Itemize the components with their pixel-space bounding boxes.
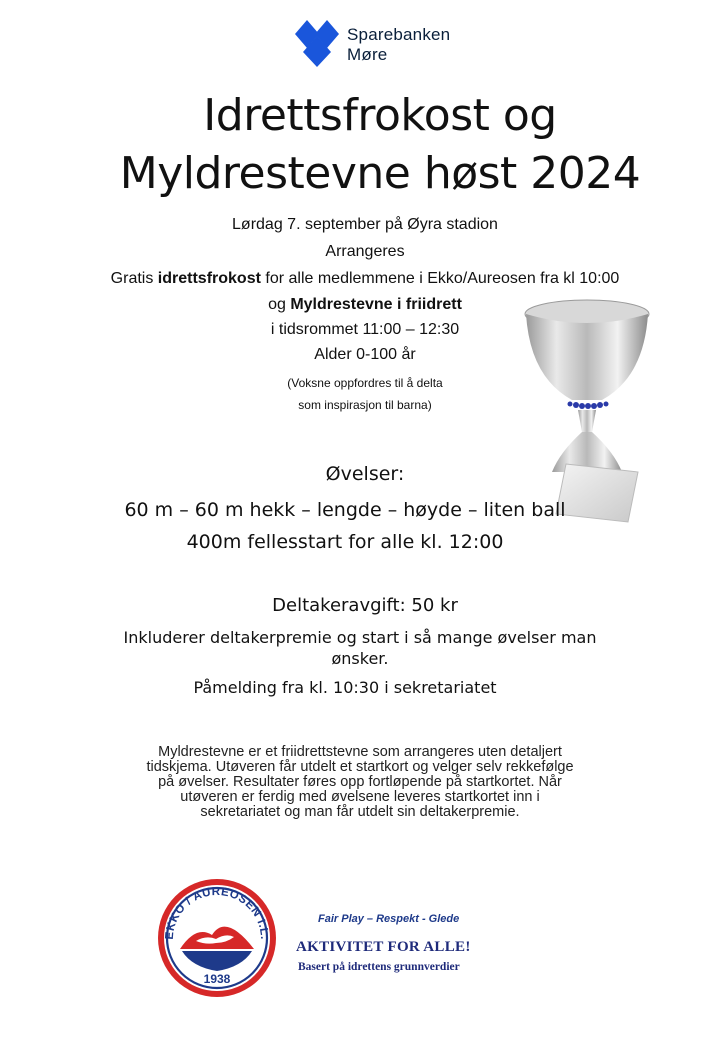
description-line: på øvelser. Resultater føres opp fortløpende på startkortet. Når <box>158 774 562 790</box>
breakfast-bold: idrettsfrokost <box>157 270 261 287</box>
fee-includes-2: ønsker. <box>331 649 389 668</box>
adults-note-2: som inspirasjon til barna) <box>298 398 432 412</box>
date-line: Lørdag 7. september på Øyra stadion <box>232 216 498 233</box>
meet-pre: og <box>268 296 291 313</box>
page-title-line2: Myldrestevne høst 2024 <box>119 148 641 199</box>
sparebanken-logo-icon <box>293 18 341 68</box>
club-logo <box>156 877 278 999</box>
events-list: 60 m – 60 m hekk – lengde – høyde – liten ball <box>124 499 566 521</box>
club-ring-text: EKKO / AUREOSEN I.L. <box>163 885 271 941</box>
sponsor-logo <box>293 18 473 70</box>
mass-start: 400m fellesstart for alle kl. 12:00 <box>186 531 504 553</box>
description-line: sekretariatet og man får utdelt sin deltakerpremie. <box>200 804 520 820</box>
fee-label: Deltakeravgift: 50 kr <box>272 595 458 616</box>
sponsor-name-line1: Sparebanken <box>347 25 451 44</box>
breakfast-pre: Gratis <box>110 270 158 287</box>
breakfast-line <box>20 270 710 288</box>
description-line: utøveren er ferdig med øvelsene leveres startkortet inn i <box>180 789 540 805</box>
club-motto: Fair Play – Respekt - Glede <box>318 913 460 925</box>
description-paragraph <box>100 745 620 820</box>
meet-bold: Myldrestevne i friidrett <box>290 296 462 313</box>
fee-includes-1: Inkluderer deltakerpremie og start i så mange øvelser man <box>123 628 597 647</box>
breakfast-post: for alle medlemmene i Ekko/Aureosen fra kl 10:00 <box>260 270 620 287</box>
club-slogan: AKTIVITET FOR ALLE! <box>296 939 471 955</box>
page-title-line1: Idrettsfrokost og <box>203 90 557 141</box>
age-line: Alder 0-100 år <box>314 346 416 363</box>
description-line: tidskjema. Utøveren får utdelt et startkort og velger selv rekkefølge <box>146 759 574 775</box>
club-year: 1938 <box>203 972 231 986</box>
adults-note-1: (Voksne oppfordres til å delta <box>287 376 443 390</box>
events-heading: Øvelser: <box>325 463 405 485</box>
description-line: Myldrestevne er et friidrettstevne som arrangeres uten detaljert <box>158 744 562 760</box>
registration: Påmelding fra kl. 10:30 i sekretariatet <box>193 678 497 697</box>
arranged-line: Arrangeres <box>325 243 405 260</box>
trophy-icon <box>520 292 655 524</box>
time-window: i tidsrommet 11:00 – 12:30 <box>270 321 460 338</box>
club-subslogan: Basert på idrettens grunnverdier <box>298 961 460 973</box>
sponsor-name-line2: Møre <box>347 45 388 64</box>
